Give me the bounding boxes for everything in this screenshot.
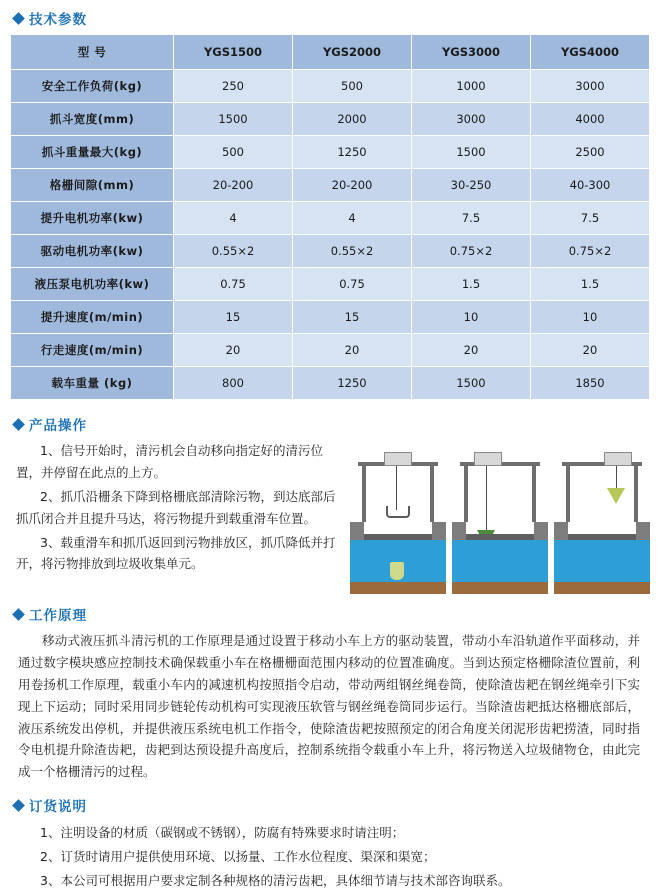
row-value: 7.5 [412, 202, 531, 235]
grab-bucket-loaded-icon [607, 488, 625, 504]
table-row [11, 334, 650, 367]
trolley [384, 452, 412, 466]
row-value: 500 [293, 70, 412, 103]
water-body [452, 540, 548, 582]
row-value: 10 [531, 301, 650, 334]
row-value: 1250 [293, 367, 412, 400]
row-value: 4 [293, 202, 412, 235]
section-title-ordering: 订货说明 [29, 799, 87, 816]
frame-post [634, 462, 638, 522]
table-header-cell-ygs3000: YGS3000 [412, 35, 531, 70]
hoist-cable [616, 466, 617, 490]
row-value: 20 [293, 334, 412, 367]
row-value: 1850 [531, 367, 650, 400]
section-heading-spec [14, 8, 650, 28]
row-value: 500 [174, 136, 293, 169]
operation-block [10, 440, 650, 594]
ordering-item-2: 2、订货时请用户提供使用环境、以扬量、工作水位程度、渠深和渠宽； [40, 848, 436, 864]
row-value: 3000 [531, 70, 650, 103]
table-row [11, 268, 650, 301]
row-value: 0.75×2 [412, 235, 531, 268]
row-value: 20 [412, 334, 531, 367]
row-value: 1000 [412, 70, 531, 103]
row-value: 3000 [412, 103, 531, 136]
ground-base [350, 582, 446, 594]
row-value: 1250 [293, 136, 412, 169]
frame-post [464, 462, 468, 522]
spec-table [10, 34, 650, 400]
row-value: 15 [293, 301, 412, 334]
hoist-cable [396, 466, 397, 510]
table-header-cell-ygs1500: YGS1500 [174, 35, 293, 70]
row-value: 30-250 [412, 169, 531, 202]
frame-post [566, 462, 570, 522]
row-value: 40-300 [531, 169, 650, 202]
ordering-item-1: 1、注明设备的材质（碳钢或不锈钢），防腐有特殊要求时请注明； [40, 825, 405, 841]
row-value: 15 [174, 301, 293, 334]
row-label: 提升电机功率(kw) [11, 202, 174, 235]
ordering-item-3: 3、本公司可根据用户要求定制各种规格的清污齿耙，具体细节请与技术部咨询联系。 [40, 872, 511, 888]
water-body [554, 540, 650, 582]
row-value: 1.5 [531, 268, 650, 301]
diamond-bullet-icon [12, 799, 25, 812]
row-label: 安全工作负荷(kg) [11, 70, 174, 103]
row-value: 250 [174, 70, 293, 103]
table-row [11, 202, 650, 235]
ground-base [452, 582, 548, 594]
grab-bucket-open-icon [386, 506, 410, 518]
row-value: 7.5 [531, 202, 650, 235]
table-row [11, 367, 650, 400]
row-label: 行走速度(m/min) [11, 334, 174, 367]
table-header-cell-ygs4000: YGS4000 [531, 35, 650, 70]
ground-base [554, 582, 650, 594]
row-value: 20 [174, 334, 293, 367]
row-label: 格栅间隙(mm) [11, 169, 174, 202]
figure-grab-lifting [554, 444, 650, 594]
row-value: 0.75 [174, 268, 293, 301]
sludge-deposit [390, 562, 404, 580]
row-value: 0.55×2 [293, 235, 412, 268]
diamond-bullet-icon [12, 12, 25, 25]
figure-set [350, 444, 650, 594]
row-value: 10 [412, 301, 531, 334]
trolley [604, 452, 632, 466]
table-row [11, 70, 650, 103]
row-value: 20-200 [293, 169, 412, 202]
principle-paragraph: 移动式液压抓斗清污机的工作原理是通过设置于移动小车上方的驱动装置，带动小车沿轨道作平面移动，并通过数字模块感应控制技术确保载重小车在格栅栅面范围内移动的位置准确度。当到达预定格栅除渣位置前，利用卷扬机工作原理，载重小车内的减速机构按照指令启动，带动两组钢丝绳卷筒，使除渣齿耙在钢丝绳牵引下实现上下运动；同时采用同步链轮传动机构可实现液压软管与钢丝绳卷筒同步运行。当除渣齿耙抵达格栅底部后，液压系统发出停机，并提供液压系统电机工作指令，使除渣齿耙按照预定的闭合角度关闭泥形齿耙捞渣，同时指令电机提升除渣齿耙，齿耙到达预设提升高度后，控制系统指令载重小车上升，将污物送入垃圾储物仓，由此完成一个格栅清污的过程。 [18, 633, 640, 780]
row-label: 液压泵电机功率(kw) [11, 268, 174, 301]
frame-post [430, 462, 434, 522]
section-title-operation: 产品操作 [29, 418, 87, 434]
frame-post [362, 462, 366, 522]
section-title-principle: 工作原理 [29, 608, 87, 624]
operation-step-1: 1、信号开始时，清污机会自动移向指定好的清污位置，并停留在此点的上方。 [16, 443, 323, 480]
section-heading-principle [14, 604, 650, 624]
row-value: 800 [174, 367, 293, 400]
table-header-cell-model: 型 号 [11, 35, 174, 70]
row-value: 0.75 [293, 268, 412, 301]
section-title-spec: 技术参数 [29, 12, 87, 28]
row-value: 2500 [531, 136, 650, 169]
row-value: 20 [531, 334, 650, 367]
trolley [474, 452, 502, 466]
figure-grab-closing [452, 444, 548, 594]
row-value: 4000 [531, 103, 650, 136]
table-row [11, 235, 650, 268]
diamond-bullet-icon [12, 418, 25, 431]
row-label: 载车重量 (kg) [11, 367, 174, 400]
hoist-cable [486, 466, 487, 532]
row-value: 0.75×2 [531, 235, 650, 268]
row-value: 1500 [412, 367, 531, 400]
row-value: 1500 [412, 136, 531, 169]
table-row [11, 136, 650, 169]
table-row [11, 301, 650, 334]
row-label: 提升速度(m/min) [11, 301, 174, 334]
row-value: 2000 [293, 103, 412, 136]
row-value: 0.55×2 [174, 235, 293, 268]
operation-step-3: 3、载重滑车和抓爪返回到污物排放区，抓爪降低并打开，将污物排放到垃圾收集单元。 [16, 534, 336, 572]
row-label: 抓斗宽度(mm) [11, 103, 174, 136]
row-value: 4 [174, 202, 293, 235]
figure-column [350, 440, 650, 594]
section-heading-ordering [14, 795, 650, 815]
row-label: 抓斗重量最大(kg) [11, 136, 174, 169]
frame-post [532, 462, 536, 522]
table-row [11, 103, 650, 136]
operation-step-2: 2、抓爪沿栅条下降到格栅底部清除污物，到达底部后抓爪闭合并且提升马达，将污物提升到载重滑车位置。 [16, 488, 336, 526]
operation-text-column [10, 440, 340, 577]
row-value: 20-200 [174, 169, 293, 202]
row-label: 驱动电机功率(kw) [11, 235, 174, 268]
table-header-row [11, 35, 650, 70]
diamond-bullet-icon [12, 608, 25, 621]
row-value: 1.5 [412, 268, 531, 301]
section-heading-operation [14, 414, 650, 434]
figure-grab-lowering [350, 444, 446, 594]
ordering-list [10, 821, 650, 892]
row-value: 1500 [174, 103, 293, 136]
table-row [11, 169, 650, 202]
table-header-cell-ygs2000: YGS2000 [293, 35, 412, 70]
